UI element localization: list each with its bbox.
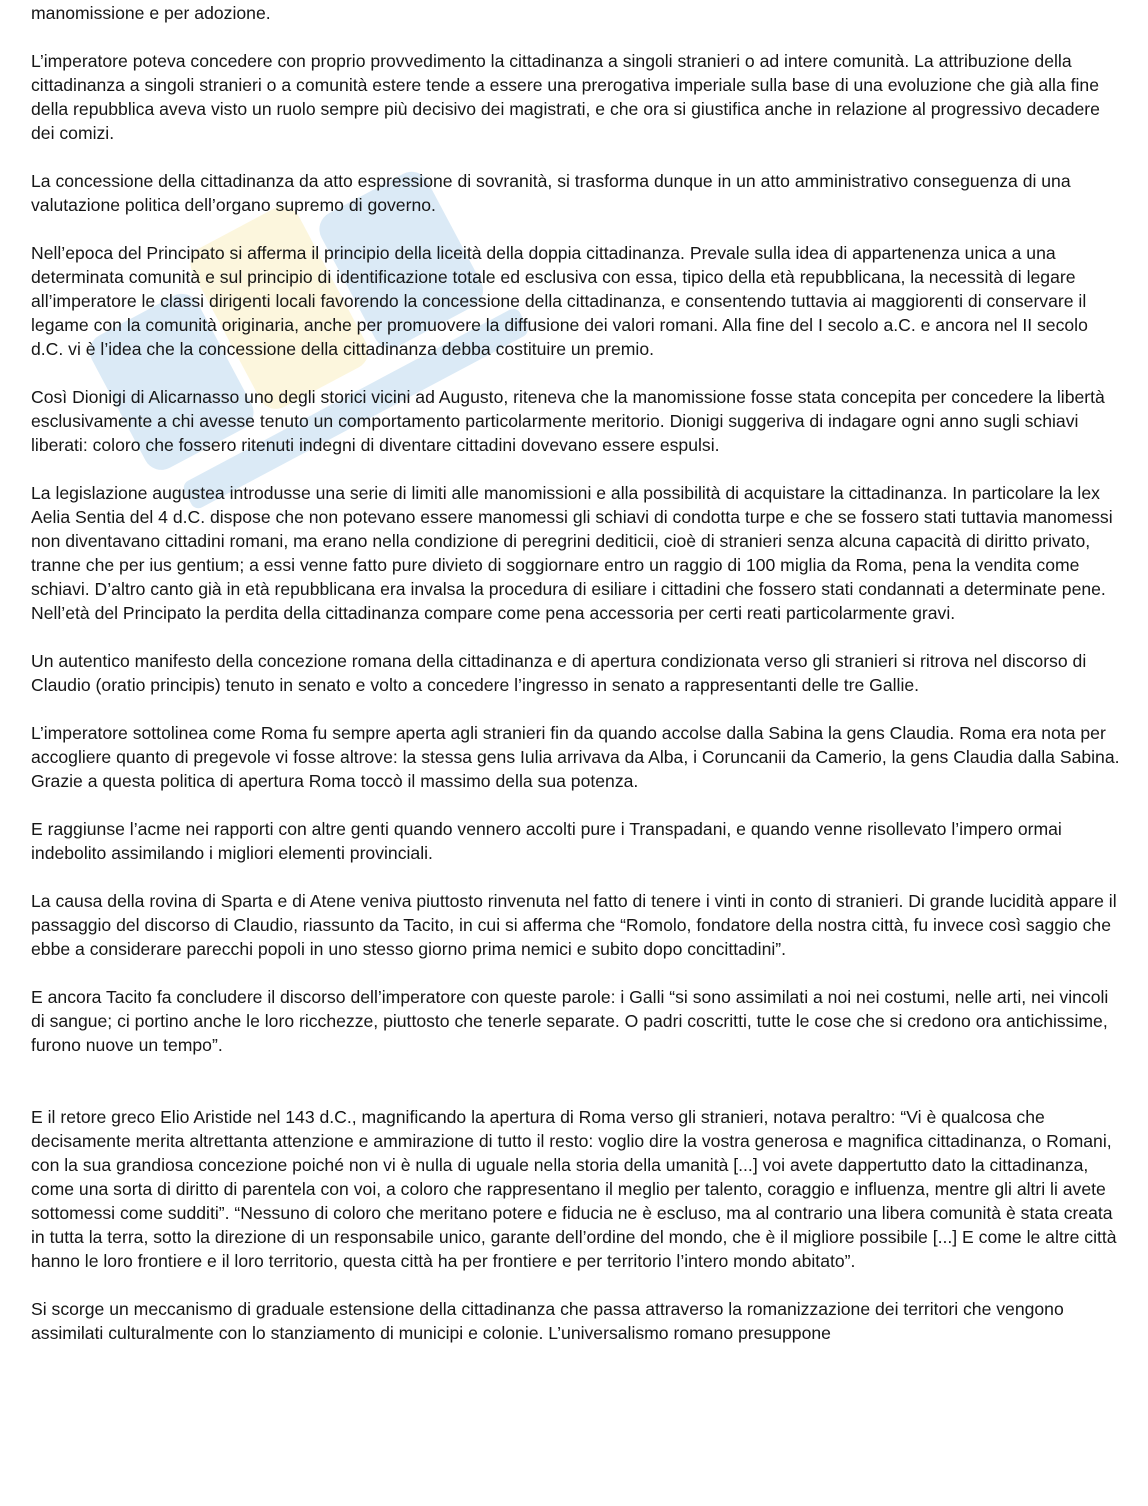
document-page: [31, 0, 1123, 1369]
paragraph: Così Dionigi di Alicarnasso uno degli storici vicini ad Augusto, riteneva che la manomissione fosse stata concepita per concedere la libertà esclusivamente a chi avesse tenuto un comportamento particolarmente meritorio. Dionigi suggeriva di indagare ogni anno sugli schiavi liberati: coloro che fossero ritenuti indegni di diventare cittadini dovevano essere espulsi.: [31, 387, 1105, 455]
paragraph: La concessione della cittadinanza da atto espressione di sovranità, si trasforma dunque in un atto amministrativo conseguenza di una valutazione politica dell’organo supremo di governo.: [31, 171, 1071, 215]
paragraph: manomissione e per adozione.: [31, 3, 271, 23]
paragraph: La causa della rovina di Sparta e di Atene veniva piuttosto rinvenuta nel fatto di tenere i vinti in conto di stranieri. Di grande lucidità appare il passaggio del discorso di Claudio, riassunto da Tacito, in cui si afferma che “Romolo, fondatore della nostra città, fu invece così saggio che ebbe a considerare parecchi popoli in uno stesso giorno prima nemici e subito dopo concittadini”.: [31, 891, 1117, 959]
paragraph: E raggiunse l’acme nei rapporti con altre genti quando vennero accolti pure i Transpadani, e quando venne risollevato l’impero ormai indebolito assimilando i migliori elementi provinciali.: [31, 819, 1062, 863]
paragraph: La legislazione augustea introdusse una serie di limiti alle manomissioni e alla possibilità di acquistare la cittadinanza. In particolare la lex Aelia Sentia del 4 d.C. dispose che non potevano essere manomessi gli schiavi di condotta turpe e che se fossero stati tuttavia manomessi non diventavano cittadini romani, ma erano nella condizione di peregrini dediticii, cioè di stranieri senza alcuna capacità di diritto privato, tranne che per ius gentium; a essi venne fatto pure divieto di soggiornare entro un raggio di 100 miglia da Roma, pena la vendita come schiavi. D’altro canto già in età repubblicana era invalsa la procedura di esiliare i cittadini che fossero stati condannati a determinate pene. Nell’età del Principato la perdita della cittadinanza compare come pena accessoria per certi reati particolarmente gravi.: [31, 483, 1113, 623]
paragraph: E il retore greco Elio Aristide nel 143 d.C., magnificando la apertura di Roma verso gli stranieri, notava peraltro: “Vi è qualcosa che decisamente merita altrettanta attenzione e ammirazione di tutto il resto: voglio dire la vostra generosa e magnifica cittadinanza, o Romani, con la sua grandiosa concezione poiché non vi è nulla di uguale nella storia della umanità [...] voi avete dappertutto dato la cittadinanza, come una sorta di diritto di parentela con voi, a coloro che rappresentano il meglio per talento, coraggio e influenza, mentre gli altri li avete sottomessi come sudditi”. “Nessuno di coloro che meritano potere e fiducia ne è escluso, ma al contrario una libera comunità è stata creata in tutta la terra, sotto la direzione di un responsabile unico, garante dell’ordine del mondo, che è il migliore possibile [...] E come le altre città hanno le loro frontiere e il loro territorio, questa città ha per frontiere e per territorio l’intero mondo abitato”.: [31, 1107, 1117, 1271]
paragraph: L’imperatore sottolinea come Roma fu sempre aperta agli stranieri fin da quando accolse dalla Sabina la gens Claudia. Roma era nota per accogliere quanto di pregevole vi fosse altrove: la stessa gens Iulia arrivava da Alba, i Coruncanii da Camerio, la gens Claudia dalla Sabina. Grazie a questa politica di apertura Roma toccò il massimo della sua potenza.: [31, 723, 1120, 791]
paragraph: Un autentico manifesto della concezione romana della cittadinanza e di apertura condizionata verso gli stranieri si ritrova nel discorso di Claudio (oratio principis) tenuto in senato e volto a concedere l’ingresso in senato a rappresentanti delle tre Gallie.: [31, 651, 1087, 695]
paragraph: E ancora Tacito fa concludere il discorso dell’imperatore con queste parole: i Galli “si sono assimilati a noi nei costumi, nelle arti, nei vincoli di sangue; ci portino anche le loro ricchezze, piuttosto che tenerle separate. O padri coscritti, tutte le cose che si credono ora antichissime, furono nuove un tempo”.: [31, 987, 1109, 1055]
paragraph: Nell’epoca del Principato si afferma il principio della liceità della doppia cittadinanza. Prevale sulla idea di appartenenza unica a una determinata comunità e sul principio di identificazione totale ed esclusiva con essa, tipico della età repubblicana, la necessità di legare all’imperatore le classi dirigenti locali favorendo la concessione della cittadinanza, e consentendo tuttavia ai maggiorenti di conservare il legame con la comunità originaria, anche per promuovere la diffusione dei valori romani. Alla fine del I secolo a.C. e ancora nel II secolo d.C. vi è l’idea che la concessione della cittadinanza debba costituire un premio.: [31, 243, 1088, 359]
paragraph: Si scorge un meccanismo di graduale estensione della cittadinanza che passa attraverso la romanizzazione dei territori che vengono assimilati culturalmente con lo stanziamento di municipi e colonie. L’universalismo romano presuppone: [31, 1299, 1064, 1343]
paragraph: L’imperatore poteva concedere con proprio provvedimento la cittadinanza a singoli stranieri o ad intere comunità. La attribuzione della cittadinanza a singoli stranieri o a comunità estere tende a essere una prerogativa imperiale sulla base di una evoluzione che già alla fine della repubblica aveva visto un ruolo sempre più decisivo dei magistrati, e che ora si giustifica anche in relazione al progressivo decadere dei comizi.: [31, 51, 1100, 143]
